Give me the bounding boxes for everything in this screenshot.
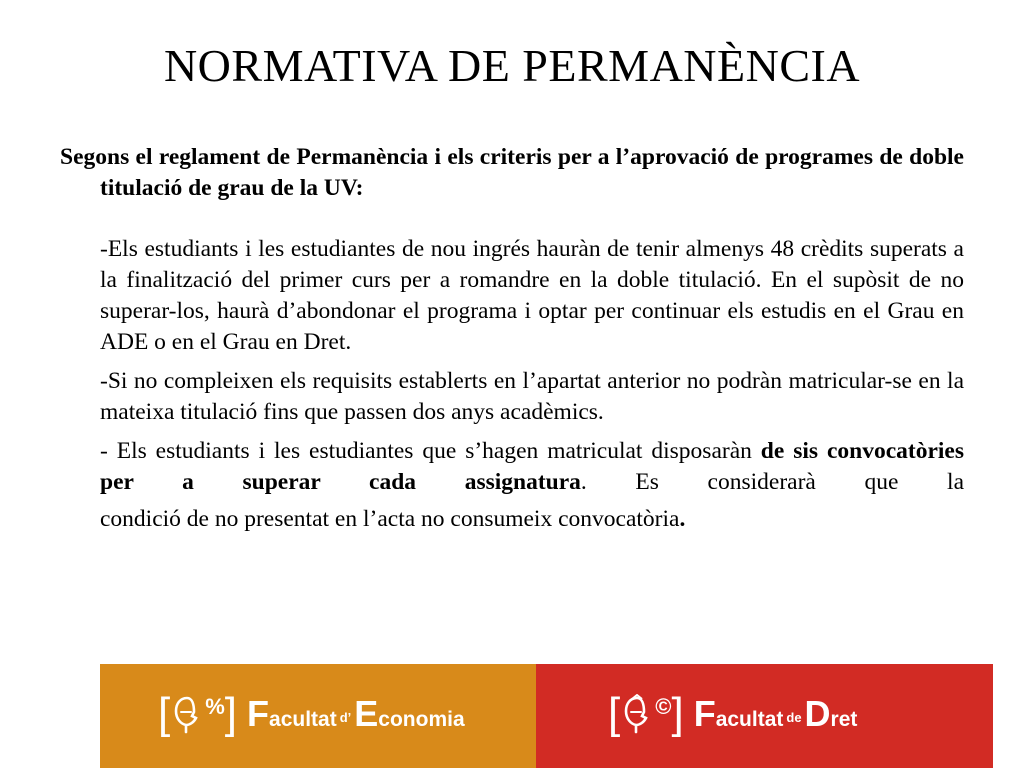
logo-bracket-close: ] <box>671 689 684 738</box>
logo-cap-f: F <box>247 693 270 734</box>
rule-item-convocatories <box>60 436 964 535</box>
logo-word-acultat: acultat <box>715 708 784 731</box>
rule-item-convocatories-text-3-body: condició de no presentat en l’acta no consumeix convocatòria <box>100 506 680 532</box>
rule-item-convocatories-text-3 <box>100 504 685 535</box>
logo-cap-d: D <box>804 693 831 734</box>
faculty-economia-name <box>247 694 465 734</box>
faculty-dret-banner <box>536 664 993 768</box>
rule-item-requirements: -Si no compleixen els requisits establerts en l’apartat anterior no podràn matricular-se en la mateixa titulació fins que passen dos anys acadèmics. <box>100 368 964 425</box>
copyright-icon: © <box>655 694 672 719</box>
footer-band <box>100 664 993 768</box>
faculty-economia-banner <box>100 664 536 768</box>
rule-item-credits: -Els estudiants i les estudiantes de nou ingrés hauràn de tenir almenys 48 crèdits superats a la finalització del primer curs per a romandre en la doble titulació. En el supòsit de no superar-los, haurà d’abondonar el programa i optar per continuar els estudis en el Grau en ADE o en el Grau en Dret. <box>100 236 964 355</box>
slide-title: NORMATIVA DE PERMANÈNCIA <box>163 40 861 91</box>
faculty-economia-logo <box>158 689 465 738</box>
rule-item-convocatories-emphasis: de sis convocatòries per a superar cada assignatura <box>100 438 964 495</box>
logo-connector: de <box>786 710 802 725</box>
face-profile-icon <box>622 694 652 734</box>
rule-item-convocatories-period: . <box>679 506 686 532</box>
faculty-dret-name <box>694 694 858 734</box>
logo-bracket-open: [ <box>158 689 171 738</box>
logo-word-acultat: acultat <box>269 708 337 731</box>
percent-icon: % <box>205 694 225 719</box>
logo-bracket-open: [ <box>608 689 621 738</box>
logo-word-ret: ret <box>830 708 858 731</box>
logo-cap-e: E <box>354 693 379 734</box>
slide-body <box>60 142 964 535</box>
intro-paragraph: Segons el reglament de Permanència i els criteris per a l’aprovació de programes de doble titulació de grau de la UV: <box>60 144 964 201</box>
logo-bracket-close: ] <box>224 689 238 738</box>
logo-cap-f: F <box>693 693 716 734</box>
face-profile-icon <box>172 694 202 734</box>
logo-word-conomia: conomia <box>378 708 465 731</box>
rule-item-convocatories-text-2: . Es considerarà que la <box>580 469 964 495</box>
logo-connector: d’ <box>339 710 352 725</box>
faculty-dret-logo <box>608 689 858 738</box>
rule-item-convocatories-text: - Els estudiants i les estudiantes que s’hagen matriculat disposaràn <box>100 438 761 464</box>
